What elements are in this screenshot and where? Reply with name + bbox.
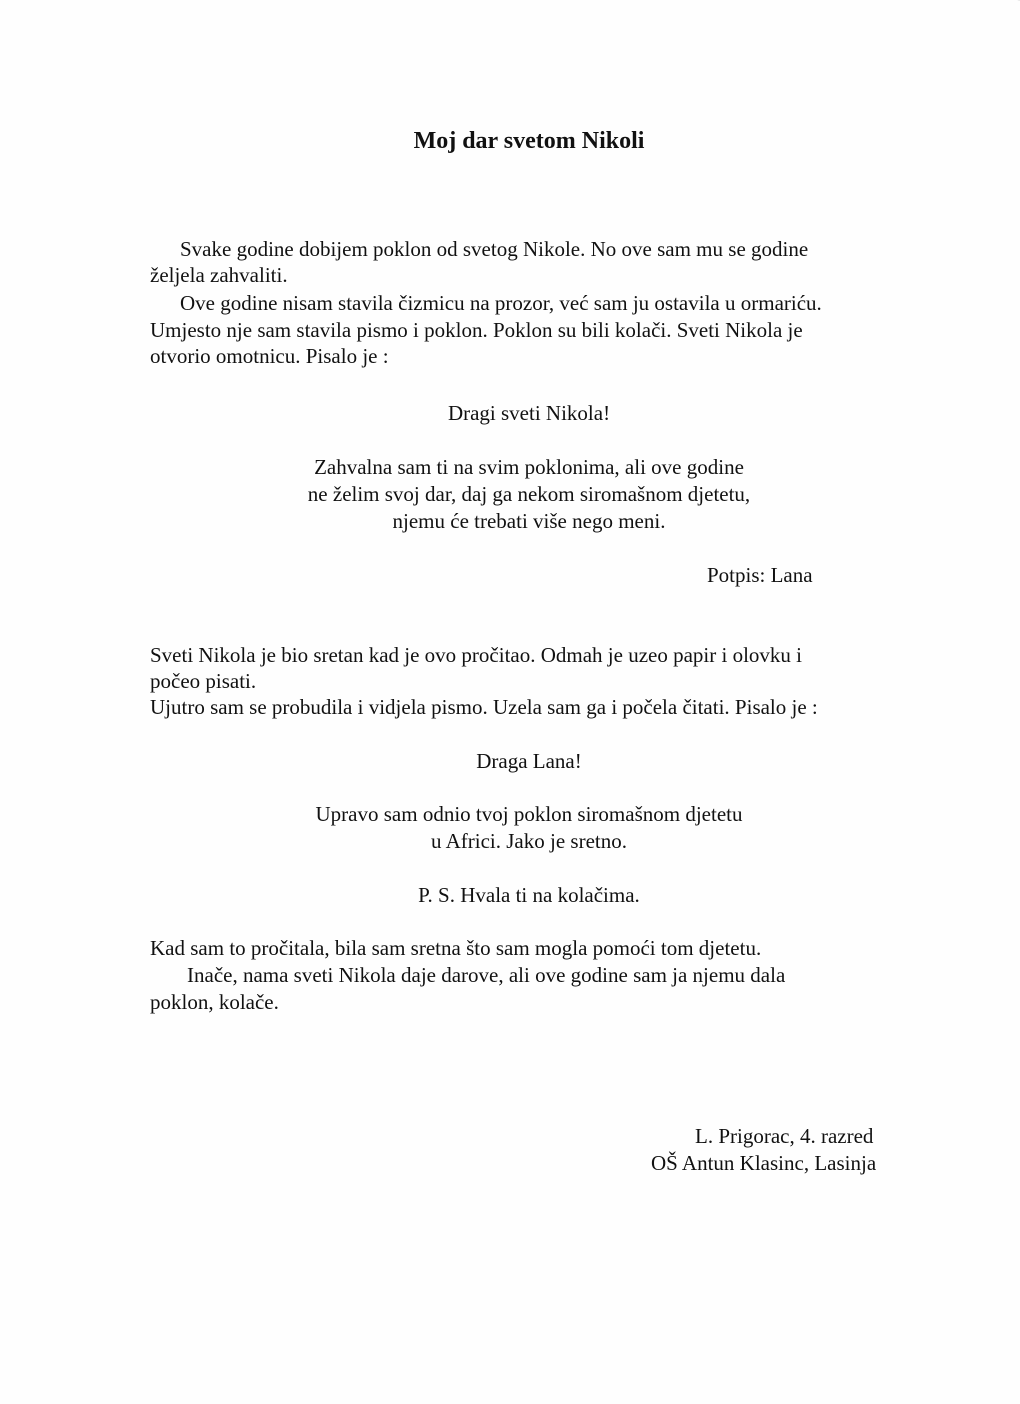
paragraph-1-line-2: željela zahvaliti.	[150, 263, 288, 287]
letter-2-body-line-2: u Africi. Jako je sretno.	[431, 829, 627, 853]
author-line-2: OŠ Antun Klasinc, Lasinja	[651, 1151, 877, 1175]
paragraph-2-line-1: Sveti Nikola je bio sretan kad je ovo pročitao. Odmah je uzeo papir i olovku i	[150, 643, 803, 667]
letter-1-greeting: Dragi sveti Nikola!	[447, 401, 611, 425]
scan-corner-mark	[972, 0, 1020, 29]
paragraph-1-line-5: otvorio omotnicu. Pisalo je :	[150, 344, 389, 368]
paragraph-1-line-3: Ove godine nisam stavila čizmicu na prozor, već sam ju ostavila u ormariću.	[180, 291, 822, 315]
paragraph-1-line-4: Umjesto nje sam stavila pismo i poklon. Poklon su bili kolači. Sveti Nikola je	[150, 318, 803, 342]
letter-2-body-line-1: Upravo sam odnio tvoj poklon siromašnom djetetu	[315, 802, 743, 826]
paragraph-2-line-2: počeo pisati.	[150, 669, 257, 693]
paragraph-3-line-1: Kad sam to pročitala, bila sam sretna što sam mogla pomoći tom djetetu.	[150, 936, 762, 960]
paragraph-2-line-3: Ujutro sam se probudila i vidjela pismo. Uzela sam ga i počela čitati. Pisalo je :	[150, 695, 818, 719]
letter-1-signature: Potpis: Lana	[707, 563, 813, 587]
document-title: Moj dar svetom Nikoli	[413, 128, 645, 154]
letter-2-postscript: P. S. Hvala ti na kolačima.	[418, 883, 640, 907]
letter-1-body-line-3: njemu će trebati više nego meni.	[392, 509, 666, 533]
paragraph-3-line-2: Inače, nama sveti Nikola daje darove, ali ove godine sam ja njemu dala	[187, 963, 786, 987]
letter-1-body-line-1: Zahvalna sam ti na svim poklonima, ali ove godine	[314, 455, 744, 479]
paragraph-3-line-3: poklon, kolače.	[150, 990, 279, 1014]
paragraph-1-line-1: Svake godine dobijem poklon od svetog Nikole. No ove sam mu se godine	[180, 237, 809, 261]
letter-2-greeting: Draga Lana!	[476, 749, 582, 773]
letter-1-body-line-2: ne želim svoj dar, daj ga nekom siromašnom djetetu,	[307, 482, 751, 506]
author-line-1: L. Prigorac, 4. razred	[695, 1124, 874, 1148]
